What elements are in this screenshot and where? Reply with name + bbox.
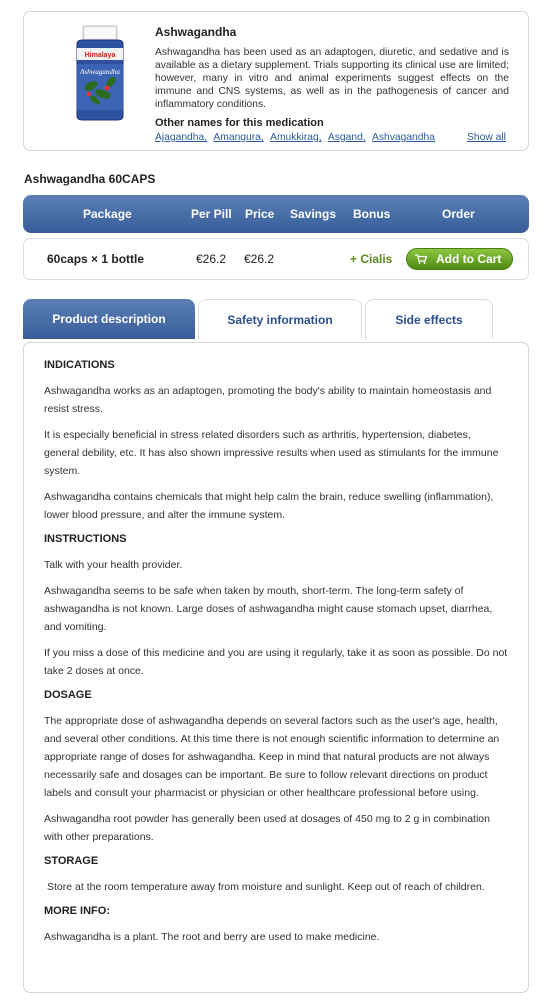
tab-side-effects[interactable]: Side effects [365,299,493,339]
product-card [23,11,529,151]
package-table-header [23,195,529,233]
column-header-per-pill: Per Pill [191,207,232,221]
other-name-link[interactable]: Ajagandha, [155,132,208,143]
other-names-heading: Other names for this medication [155,117,324,129]
other-name-link[interactable]: Ashvagandha [371,132,435,143]
other-name-link[interactable]: Amangura, [213,132,264,143]
column-header-bonus: Bonus [353,207,391,221]
content-paragraph: Ashwagandha contains chemicals that might help calm the brain, reduce swelling (inflammation), lower blood pressure, and alter the immune system. [44,491,494,521]
column-header-price: Price [245,207,275,221]
package-price: €26.2 [244,252,275,266]
product-description: Ashwagandha has been used as an adaptogen, diuretic, and sedative and is available as a dietary supplement. Trials supporting its clinical use are limited; however, many in vitro and animal experiments suggest effects on the immune and CNS systems, as well as in the pathogenesis of cancer and inflammatory conditions. [155,47,509,110]
other-name-link[interactable]: Amukkirag, [270,132,322,143]
other-names-list [155,132,435,146]
content-paragraph: Ashwagandha works as an adaptogen, promoting the body's ability to maintain homeostasis and resist stress. [44,385,492,415]
package-heading: Ashwagandha 60CAPS [24,172,156,186]
tab-safety-information[interactable]: Safety information [198,299,362,339]
package-name: 60caps × 1 bottle [47,252,145,266]
other-name-link[interactable]: Asgand, [327,132,366,143]
tab-content-panel [23,342,529,993]
section-heading-storage: STORAGE [44,855,99,867]
section-heading-more-info: MORE INFO: [44,905,110,917]
column-header-order: Order [442,207,475,221]
bottle-label-text: Ashwagandha [80,68,120,76]
section-heading-dosage: DOSAGE [44,689,92,701]
cart-icon [415,254,427,264]
add-to-cart-button[interactable] [406,248,513,270]
content-paragraph: Ashwagandha is a plant. The root and berry are used to make medicine. [44,931,380,943]
bottle-brand-text: Himalaya [84,52,116,59]
column-header-savings: Savings [290,207,337,221]
content-paragraph: Ashwagandha seems to be safe when taken by mouth, short-term. The long-term safety of ashwagandha is not known. Large doses of ashwagandha might cause stomach upset, diarrhea, and vomiting. [44,585,493,633]
bonus-label: + Cialis [350,252,393,266]
product-title: Ashwagandha [155,25,237,39]
column-header-package: Package [83,207,132,221]
content-paragraph: The appropriate dose of ashwagandha depends on several factors such as the user's age, health, and several other conditions. At this time there is not enough scientific information to determine an appropriate range of doses for ashwagandha. Keep in mind that natural products are not always necessarily safe and dosages can be important. Be sure to follow relevant directions on product labels and consult your pharmacist or physician or other healthcare professional before using. [44,715,500,799]
show-all-link[interactable]: Show all [467,132,506,143]
product-bottle-image [69,24,131,122]
tab-product-description[interactable]: Product description [23,299,195,339]
content-paragraph: Ashwagandha root powder has generally been used at dosages of 450 mg to 2 g in combination with other preparations. [44,813,490,843]
content-paragraph: If you miss a dose of this medicine and you are using it regularly, take it as soon as possible. Do not take 2 doses at once. [44,647,508,677]
content-paragraph: Store at the room temperature away from moisture and sunlight. Keep out of reach of children. [47,881,485,893]
content-paragraph: Talk with your health provider. [44,559,183,571]
table-row [23,238,529,280]
section-heading-indications: INDICATIONS [44,359,115,371]
per-pill-price: €26.2 [196,252,227,266]
section-heading-instructions: INSTRUCTIONS [44,533,127,545]
content-paragraph: It is especially beneficial in stress related disorders such as arthritis, hypertension, diabetes, general debility, etc. It has also shown impressive results when used as stimulants for the immune system. [44,429,499,477]
add-to-cart-label: Add to Cart [436,252,502,266]
